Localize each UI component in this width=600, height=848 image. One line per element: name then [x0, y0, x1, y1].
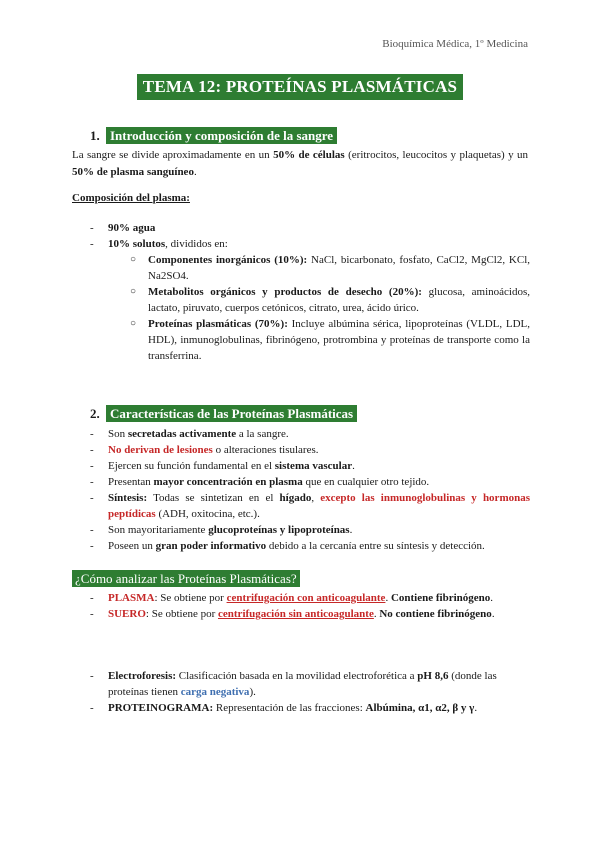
section-title: Introducción y composición de la sangre [106, 127, 337, 144]
list-item: - Poseen un gran poder informativo debido a la cercanía entre su síntesis y detección. [90, 538, 530, 554]
analysis-methods-list [90, 668, 530, 716]
page-title: TEMA 12: PROTEÍNAS PLASMÁTICAS [137, 74, 463, 100]
list-item: - 10% solutos, divididos en: ○ Componentes inorgánicos (10%): NaCl, bicarbonato, fosfato, CaCl2, MgCl2, KCl, Na2SO4. ○ Metabolitos orgánicos y productos de desecho (20%): glucosa, aminoácidos, lactato, piruvato, cuerpos cetónicos, citrato, urea, ácido úrico. ○ Proteínas plasmáticas (70%): Incluye albúmina sérica, lipoproteínas (VLDL, LDL, HDL), inmunoglobulinas, fibrinógeno, protrombina y proteínas de transporte como la transferrina. [90, 236, 530, 364]
sublist-item: ○ Componentes inorgánicos (10%): NaCl, bicarbonato, fosfato, CaCl2, MgCl2, KCl, Na2SO4. [108, 252, 530, 284]
section-3-heading [72, 571, 300, 587]
list-item: - Electroforesis: Clasificación basada en la movilidad electroforética a pH 8,6 (donde las proteínas tienen carga negativa). [90, 668, 530, 700]
section-2-heading [90, 406, 357, 422]
sublist-item: ○ Proteínas plasmáticas (70%): Incluye albúmina sérica, lipoproteínas (VLDL, LDL, HDL), inmunoglobulinas, fibrinógeno, protrombina y proteínas de transporte como la transferrina. [108, 316, 530, 364]
analysis-list [90, 590, 530, 622]
list-item: - Son mayoritariamente glucoproteínas y lipoproteínas. [90, 522, 530, 538]
list-item: - Presentan mayor concentración en plasma que en cualquier otro tejido. [90, 474, 530, 490]
list-item: - PROTEINOGRAMA: Representación de las fracciones: Albúmina, α1, α2, β y γ. [90, 700, 530, 716]
section-number: 1. [90, 128, 100, 143]
list-item: - No derivan de lesiones o alteraciones tisulares. [90, 442, 530, 458]
composition-list [90, 220, 530, 364]
section-number: 2. [90, 406, 100, 421]
list-item: - Síntesis: Todas se sintetizan en el hígado, excepto las inmunoglobulinas y hormonas peptídicas (ADH, oxitocina, etc.). [90, 490, 530, 522]
characteristics-list [90, 426, 530, 554]
list-item: - Son secretadas activamente a la sangre. [90, 426, 530, 442]
section-title: ¿Cómo analizar las Proteínas Plasmáticas? [72, 570, 300, 587]
list-item: - 90% agua [90, 220, 530, 236]
sublist-item: ○ Metabolitos orgánicos y productos de desecho (20%): glucosa, aminoácidos, lactato, piruvato, cuerpos cetónicos, citrato, urea, ácido úrico. [108, 284, 530, 316]
section-1-heading [90, 128, 337, 144]
section-title: Características de las Proteínas Plasmáticas [106, 405, 357, 422]
list-item: - Ejercen su función fundamental en el sistema vascular. [90, 458, 530, 474]
intro-paragraph: La sangre se divide aproximadamente en un 50% de células (eritrocitos, leucocitos y plaquetas) y un 50% de plasma sanguíneo. [72, 149, 528, 178]
running-header: Bioquímica Médica, 1º Medicina [382, 38, 528, 50]
composition-subtitle: Composición del plasma: [72, 192, 190, 204]
list-item: - PLASMA: Se obtiene por centrifugación con anticoagulante. Contiene fibrinógeno. [90, 590, 530, 606]
list-item: - SUERO: Se obtiene por centrifugación sin anticoagulante. No contiene fibrinógeno. [90, 606, 530, 622]
solutes-sublist [108, 252, 530, 364]
